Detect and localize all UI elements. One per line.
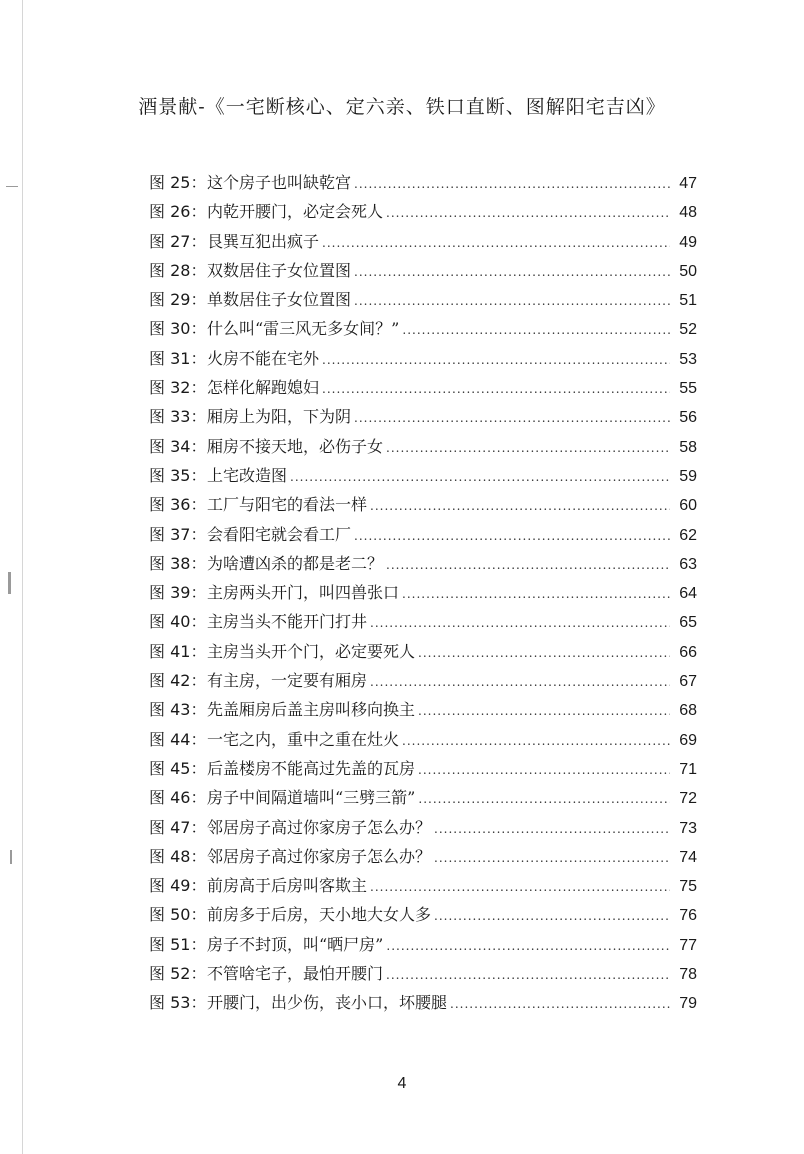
dot-leader (418, 646, 670, 660)
dot-leader (354, 177, 670, 191)
toc-entry[interactable] (149, 229, 697, 258)
dot-leader (354, 529, 670, 543)
toc-entry-title: 火房不能在宅外 (207, 348, 320, 368)
dot-leader (434, 822, 670, 836)
toc-entry[interactable] (149, 551, 697, 580)
toc-entry-title: 厢房上为阳，下为阴 (207, 407, 352, 427)
toc-entry[interactable] (149, 375, 697, 404)
toc-entry-page: 60 (679, 497, 697, 515)
toc-entry-title: 开腰门，出少伤，丧小口，坏腰腿 (207, 993, 448, 1013)
toc-entry-title: 内乾开腰门，必定会死人 (207, 202, 384, 222)
toc-entry-title: 上宅改造图 (207, 465, 288, 485)
toc-entry-label: 图 29： (149, 290, 207, 310)
toc-entry-page: 49 (679, 233, 697, 251)
toc-entry-label: 图 34： (149, 436, 207, 456)
toc-entry[interactable] (149, 873, 697, 902)
page-number: 4 (397, 1075, 407, 1092)
toc-entry-title: 单数居住子女位置图 (207, 290, 352, 310)
toc-entry[interactable] (149, 463, 697, 492)
dot-leader (370, 616, 670, 630)
toc-entry-title: 什么叫“雷三风无多女间？” (207, 319, 400, 339)
toc-entry-page: 68 (679, 702, 697, 720)
toc-entry[interactable] (149, 170, 697, 199)
dot-leader (450, 997, 670, 1011)
scan-mark (10, 850, 12, 864)
toc-entry[interactable] (149, 434, 697, 463)
dot-leader (322, 382, 670, 396)
toc-entry-label: 图 47： (149, 817, 207, 837)
toc-entry-title: 这个房子也叫缺乾宫 (207, 173, 352, 192)
toc-entry-label: 图 41： (149, 641, 207, 661)
toc-entry-label: 图 31： (149, 348, 207, 368)
toc-entry-page: 55 (679, 380, 697, 398)
toc-entry-label: 图 50： (149, 905, 207, 925)
toc-entry-title: 前房多于后房，天小地大女人多 (207, 905, 432, 925)
toc-entry-label: 图 51： (149, 934, 207, 954)
toc-entry-title: 主房两头开门，叫四兽张口 (207, 583, 400, 603)
toc-entry-label: 图 26： (149, 202, 207, 222)
dot-leader (354, 265, 670, 279)
toc-entry-page: 62 (679, 526, 697, 544)
toc-entry-page: 53 (679, 350, 697, 368)
dot-leader (402, 587, 670, 601)
toc-entry-page: 78 (679, 966, 697, 984)
dot-leader (434, 851, 670, 865)
toc-entry-title: 工厂与阳宅的看法一样 (207, 495, 368, 515)
toc-entry[interactable] (149, 785, 697, 814)
toc-entry-label: 图 44： (149, 729, 207, 749)
toc-entry-title: 主房当头开个门，必定要死人 (207, 641, 416, 661)
toc-entry[interactable] (149, 697, 697, 726)
toc-entry[interactable] (149, 727, 697, 756)
toc-entry-page: 47 (679, 175, 697, 192)
toc-entry[interactable] (149, 492, 697, 521)
toc-entry-label: 图 36： (149, 495, 207, 515)
toc-entry-title: 为啥遭凶杀的都是老二？ (207, 553, 384, 573)
toc-entry-label: 图 37： (149, 524, 207, 544)
toc-entry-page: 75 (679, 878, 697, 896)
toc-entry-label: 图 35： (149, 465, 207, 485)
dot-leader (402, 734, 670, 748)
toc-entry[interactable] (149, 580, 697, 609)
toc-entry-page: 58 (679, 438, 697, 456)
toc-entry-page: 51 (679, 292, 697, 310)
toc-entry-page: 67 (679, 673, 697, 691)
toc-entry-title: 会看阳宅就会看工厂 (207, 524, 352, 544)
toc-entry-label: 图 38： (149, 553, 207, 573)
toc-entry[interactable] (149, 756, 697, 785)
toc-entry-page: 52 (679, 321, 697, 339)
toc-entry-title: 后盖楼房不能高过先盖的瓦房 (207, 758, 416, 778)
toc-entry-title: 房子中间隔道墙叫“三劈三箭” (207, 788, 416, 808)
dot-leader (386, 968, 670, 982)
dot-leader (386, 558, 670, 572)
toc-entry-page: 66 (679, 643, 697, 661)
scan-mark (8, 572, 11, 594)
toc-entry-label: 图 39： (149, 583, 207, 603)
toc-entry-page: 65 (679, 614, 697, 632)
dot-leader (386, 441, 670, 455)
toc-entry-label: 图 48： (149, 846, 207, 866)
binding-margin-line (22, 0, 23, 1154)
toc-entry[interactable] (149, 346, 697, 375)
scan-mark (6, 186, 18, 187)
toc-entry-page: 76 (679, 907, 697, 925)
toc-entry-page: 50 (679, 262, 697, 280)
toc-entry-page: 48 (679, 204, 697, 222)
toc-entry-page: 73 (679, 819, 697, 837)
toc-entry-title: 双数居住子女位置图 (207, 260, 352, 280)
toc-entry-label: 图 25： (149, 173, 207, 192)
toc-entry-label: 图 40： (149, 612, 207, 632)
toc-entry-page: 56 (679, 409, 697, 427)
toc-entry[interactable] (149, 609, 697, 638)
toc-entry[interactable] (149, 668, 697, 697)
toc-entry[interactable] (149, 815, 697, 844)
toc-entry[interactable] (149, 902, 697, 931)
toc-entry-page: 72 (679, 790, 697, 808)
toc-entry-page: 79 (679, 995, 697, 1013)
toc-entry[interactable] (149, 522, 697, 551)
dot-leader (418, 792, 670, 806)
document-title: 酒景献-《一宅断核心、定六亲、铁口直断、图解阳宅吉凶》 (138, 96, 666, 118)
toc-entry-label: 图 53： (149, 993, 207, 1013)
toc-entry-label: 图 49： (149, 876, 207, 896)
toc-entry-title: 先盖厢房后盖主房叫移向换主 (207, 700, 416, 720)
dot-leader (322, 236, 670, 250)
dot-leader (354, 294, 670, 308)
dot-leader (290, 470, 670, 484)
toc-entry-title: 房子不封顶，叫“晒尸房” (207, 934, 384, 954)
toc-entry-label: 图 45： (149, 758, 207, 778)
table-of-contents (149, 170, 697, 1020)
toc-entry-label: 图 43： (149, 700, 207, 720)
toc-entry-title: 一宅之内，重中之重在灶火 (207, 729, 400, 749)
dot-leader (354, 411, 670, 425)
dot-leader (402, 323, 670, 337)
toc-entry-label: 图 46： (149, 788, 207, 808)
toc-entry-title: 主房当头不能开门打井 (207, 612, 368, 632)
dot-leader (370, 675, 670, 689)
toc-entry-label: 图 52： (149, 964, 207, 984)
toc-entry[interactable] (149, 287, 697, 316)
toc-entry[interactable] (149, 639, 697, 668)
toc-entry[interactable] (149, 932, 697, 961)
toc-entry-label: 图 42： (149, 671, 207, 691)
toc-entry-page: 59 (679, 467, 697, 485)
dot-leader (386, 939, 670, 953)
toc-entry-title: 艮巽互犯出疯子 (207, 231, 320, 251)
toc-entry[interactable] (149, 404, 697, 433)
dot-leader (418, 763, 670, 777)
toc-entry-page: 71 (679, 760, 697, 778)
toc-entry[interactable] (149, 844, 697, 873)
dot-leader (418, 704, 670, 718)
toc-entry-label: 图 28： (149, 260, 207, 280)
toc-entry-page: 63 (679, 555, 697, 573)
toc-entry-title: 邻居房子高过你家房子怎么办？ (207, 817, 432, 837)
toc-entry-label: 图 32： (149, 378, 207, 398)
dot-leader (370, 499, 670, 513)
toc-entry-page: 64 (679, 585, 697, 603)
toc-entry-title: 有主房，一定要有厢房 (207, 671, 368, 691)
toc-entry-page: 69 (679, 731, 697, 749)
dot-leader (370, 880, 670, 894)
toc-entry-title: 不管啥宅子，最怕开腰门 (207, 964, 384, 984)
toc-entry-page: 74 (679, 848, 697, 866)
toc-entry-title: 厢房不接天地，必伤子女 (207, 436, 384, 456)
toc-entry-page: 77 (679, 936, 697, 954)
toc-entry[interactable] (149, 961, 697, 990)
toc-entry[interactable] (149, 990, 697, 1019)
dot-leader (386, 206, 670, 220)
toc-entry[interactable] (149, 316, 697, 345)
toc-entry-label: 图 30： (149, 319, 207, 339)
toc-entry-label: 图 27： (149, 231, 207, 251)
toc-entry[interactable] (149, 199, 697, 228)
toc-entry-title: 前房高于后房叫客欺主 (207, 876, 368, 896)
toc-entry-title: 怎样化解跑媳妇 (207, 378, 320, 398)
toc-entry[interactable] (149, 258, 697, 287)
toc-entry-label: 图 33： (149, 407, 207, 427)
dot-leader (434, 909, 670, 923)
toc-entry-title: 邻居房子高过你家房子怎么办？ (207, 846, 432, 866)
dot-leader (322, 353, 670, 367)
